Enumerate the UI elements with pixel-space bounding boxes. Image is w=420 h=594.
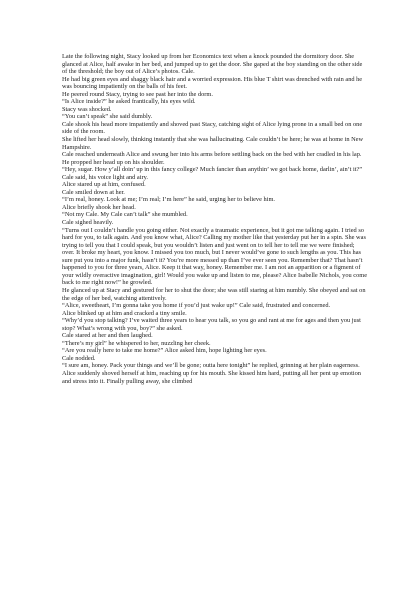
paragraph: “Hey, sugar. How y’all doin’ up in this fancy college? Much fancier than anythin’ we got back home, darlin’, ain’t it?” Cale said, his voice light and airy.	[62, 166, 363, 181]
paragraph: “Is Alice inside?” he asked frantically, his eyes wild.	[62, 98, 196, 106]
paragraph: “You can’t speak” she said dumbly.	[62, 113, 153, 121]
paragraph: He glanced up at Stacy and gestured for her to shut the door; she was still staring at him numbly. She obeyed and sat on the edge of her bed, watching attentively.	[62, 286, 366, 302]
document-page	[62, 53, 368, 385]
paragraph: “Alice, sweetheart, I’m gonna take you home if you’d just wake up!” Cale said, frustrated and concerned.	[62, 302, 331, 310]
paragraph: Alice stared up at him, confused.	[62, 181, 146, 189]
paragraph: He had big green eyes and shaggy black hair and a worried expression. His blue T shirt was drenched with rain and he was bouncing impatiently on the balls of his feet.	[62, 75, 363, 91]
paragraph: Alice briefly shook her head.	[62, 203, 136, 211]
paragraph: Cale shook his head more impatiently and shoved past Stacy, catching sight of Alice lying prone in a small bed on one side of the room.	[62, 120, 363, 136]
paragraph: She lifted her head slowly, thinking instantly that she was hallucinating. Cale couldn’t be here; he was at home in New Hampshire.	[62, 136, 364, 151]
paragraph: Cale sighed heavily.	[62, 219, 114, 227]
paragraph: Stacy was shocked.	[62, 105, 112, 113]
paragraph: “Why’d you stop talking? I’ve waited three years to hear you talk, so you go and rant at me for ages and then you just stop? What’s wrong with you, boy?” she asked.	[62, 317, 361, 332]
paragraph: Cale reached underneath Alice and swung her into his arms before settling back on the bed with her cradled in his lap. He propped her head up on his shoulder.	[62, 151, 362, 166]
paragraph: “I sure am, honey. Pack your things and we’ll be gone; outta here tonight” he replied, grinning at her plain eagerness.	[62, 362, 360, 370]
paragraph: “Not my Cale. My Cale can’t talk” she mumbled.	[62, 211, 188, 219]
paragraph: Cale smiled down at her.	[62, 188, 125, 196]
paragraph: Late the following night, Stacy looked up from her Economics text when a knock pounded the dormitory door. She glanced at Alice, half awake in her bed, and jumped up to get the door. She gaped at the boy standing on the other side of the threshold; the boy out of Alice’s photos. Cale.	[62, 53, 363, 76]
paragraph: Alice blinked up at him and cracked a tiny smile.	[62, 309, 187, 317]
paragraph: Alice suddenly shoved herself at him, reaching up for his mouth. She kissed him hard, putting all her pent up emotion and stress into it. Finally pulling away, she climbed	[62, 369, 361, 385]
paragraph: “I’m real, honey. Look at me; I’m real; I’m here” he said, urging her to believe him.	[62, 196, 275, 204]
paragraph: Cale stared at her and then laughed.	[62, 332, 153, 340]
paragraph: “There’s my girl” he whispered to her, nuzzling her cheek.	[62, 339, 211, 347]
paragraph: He peered round Stacy, trying to see past her into the dorm.	[62, 90, 213, 98]
paragraph: Cale nodded.	[62, 354, 96, 362]
paragraph: “Are you really here to take me home?” Alice asked him, hope lighting her eyes.	[62, 347, 267, 355]
paragraph: “Turns out I couldn’t handle you going either. Not exactly a traumatic experience, but it got me talking again. I tried so hard for you, to talk again. And you know what, Alice? Calling my mother like that yesterday put her in a spin. She was trying to tell you that I could speak, but you wouldn’t listen and just went on to tell her to tell me we were finished; over. It broke my heart, you know. I missed you too much, but I never would’ve gone to such lengths as you. This has sure put you into a major funk, hasn’t it? You’re more messed up than I’ve ever seen you. Remember that? That hasn’t happened to you for three years, Alice. Keep it that way, honey. Remember me. I am not an apparition or a figment of your wildly overactive imagination, girl! Would you wake up and listen to me, please? Alice Isabelle Nichols, you come back to me right now!” he growled.	[62, 226, 368, 287]
